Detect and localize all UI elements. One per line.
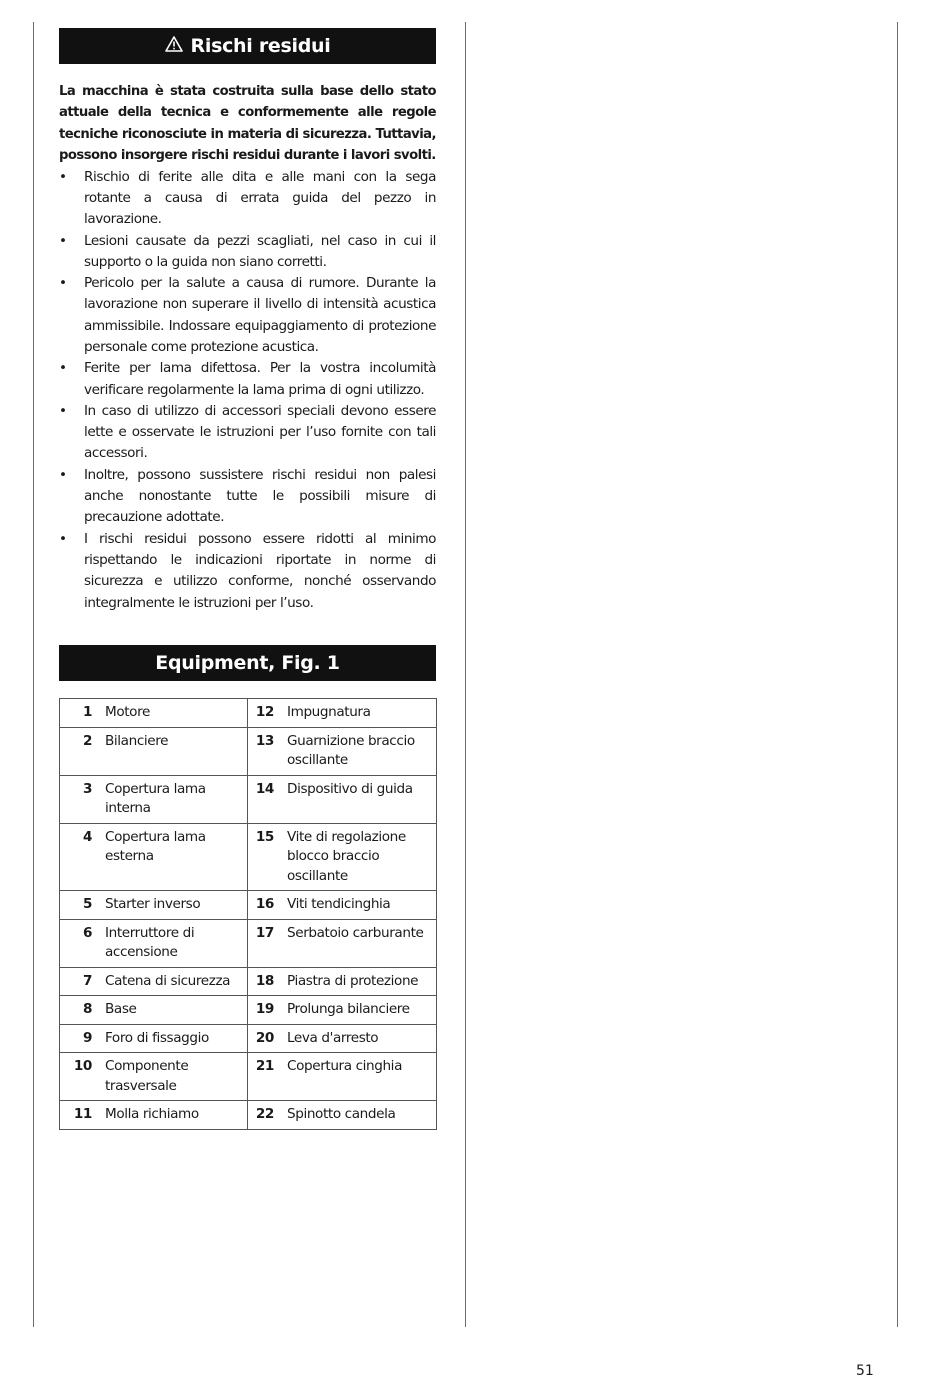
table-row — [60, 727, 437, 775]
residual-risks-header — [59, 28, 436, 64]
part-label: Base — [105, 1001, 137, 1017]
part-label: Viti tendicinghia — [287, 896, 391, 912]
part-number: 6 — [82, 924, 92, 941]
part-number: 17 — [255, 924, 274, 941]
part-number: 21 — [255, 1058, 274, 1074]
table-row — [60, 919, 437, 967]
equipment-title: Equipment, Fig. 1 — [155, 652, 340, 674]
bullet-icon: • — [59, 466, 67, 483]
table-cell — [248, 996, 437, 1025]
table-cell — [60, 1053, 248, 1101]
list-item — [59, 401, 436, 465]
table-cell — [248, 823, 437, 891]
bullet-icon: • — [59, 275, 67, 292]
part-label: Vite di regolazione blocco braccio oscillante — [287, 828, 406, 884]
list-item — [59, 529, 436, 614]
list-item-text: Rischio di ferite alle dita e alle mani con la sega rotante a causa di errata guida del pezzo in lavorazione. — [84, 168, 436, 228]
equipment-section — [59, 645, 436, 1130]
bullet-icon: • — [59, 232, 67, 249]
part-label: Impugnatura — [287, 704, 371, 720]
part-label: Molla richiamo — [105, 1106, 199, 1122]
part-label: Interruttore di accensione — [105, 924, 195, 960]
table-cell — [248, 967, 437, 996]
part-label: Copertura cinghia — [287, 1058, 402, 1074]
part-number: 20 — [255, 1029, 274, 1046]
part-label: Piastra di protezione — [287, 972, 419, 989]
part-label: Motore — [105, 704, 150, 720]
list-item — [59, 273, 436, 358]
part-label: Guarnizione braccio oscillante — [287, 732, 415, 768]
center-column-rule — [465, 22, 466, 1327]
part-label: Leva d'arresto — [287, 1029, 379, 1046]
part-number: 16 — [255, 896, 274, 912]
table-cell — [60, 996, 248, 1025]
part-number: 5 — [82, 896, 92, 912]
residual-risks-title: Rischi residui — [190, 35, 331, 57]
part-number: 8 — [82, 1001, 92, 1017]
table-cell — [60, 967, 248, 996]
table-row — [60, 1024, 437, 1053]
table-cell — [248, 1053, 437, 1101]
part-number: 2 — [82, 732, 92, 749]
table-cell — [248, 891, 437, 920]
bullet-icon: • — [59, 402, 67, 419]
list-item — [59, 231, 436, 274]
part-label: Copertura lama interna — [105, 780, 206, 816]
list-item-text: Inoltre, possono sussistere rischi residui non palesi anche nonostante tutte le possibili misure di precauzione adottate. — [84, 466, 436, 526]
part-number: 18 — [255, 972, 274, 989]
table-row — [60, 823, 437, 891]
table-cell — [60, 919, 248, 967]
part-number: 13 — [255, 732, 274, 749]
table-row — [60, 775, 437, 823]
residual-risks-list — [59, 167, 436, 614]
part-number: 7 — [82, 972, 92, 989]
table-cell — [60, 727, 248, 775]
part-number: 3 — [82, 780, 92, 797]
list-item — [59, 465, 436, 529]
list-item-text: Pericolo per la salute a causa di rumore. Durante la lavorazione non superare il livello di intensità acustica ammissibile. Indossare equipaggiamento di protezione personale come protezione acustica. — [84, 275, 436, 355]
part-label: Foro di fissaggio — [105, 1029, 209, 1046]
part-label: Componente trasversale — [105, 1058, 189, 1094]
part-number: 9 — [82, 1029, 92, 1046]
part-number: 10 — [73, 1058, 92, 1074]
table-row — [60, 967, 437, 996]
table-cell — [248, 775, 437, 823]
table-row — [60, 891, 437, 920]
part-label: Dispositivo di guida — [287, 780, 413, 797]
part-label: Starter inverso — [105, 896, 201, 912]
list-item — [59, 358, 436, 401]
part-number: 15 — [255, 828, 274, 845]
bullet-icon: • — [59, 168, 67, 185]
table-cell — [248, 1024, 437, 1053]
table-cell — [248, 699, 437, 728]
table-cell — [60, 1101, 248, 1130]
table-cell — [248, 1101, 437, 1130]
equipment-header — [59, 645, 436, 681]
part-number: 12 — [255, 704, 274, 720]
table-cell — [60, 775, 248, 823]
equipment-parts-table — [59, 698, 437, 1130]
part-number: 22 — [255, 1106, 274, 1122]
bullet-icon: • — [59, 530, 67, 547]
table-row — [60, 1053, 437, 1101]
table-cell — [60, 1024, 248, 1053]
table-cell — [60, 823, 248, 891]
part-number: 14 — [255, 780, 274, 797]
part-label: Bilanciere — [105, 732, 169, 749]
left-margin-rule — [33, 22, 34, 1327]
residual-risks-intro: La macchina è stata costruita sulla base dello stato attuale della tecnica e conformemente alle regole tecniche riconosciute in materia di sicurezza. Tuttavia, possono insorgere rischi residui durante i lavori svolti. — [59, 84, 436, 164]
warning-triangle-icon — [165, 36, 183, 57]
table-cell — [60, 891, 248, 920]
table-row — [60, 699, 437, 728]
part-label: Prolunga bilanciere — [287, 1001, 410, 1017]
page-number: 51 — [856, 1363, 874, 1379]
list-item-text: I rischi residui possono essere ridotti al minimo rispettando le indicazioni riportate in norme di sicurezza e utilizzo conforme, nonché osservando integralmente le istruzioni per l’uso. — [84, 530, 436, 611]
list-item-text: Lesioni causate da pezzi scagliati, nel caso in cui il supporto o la guida non siano corretti. — [84, 232, 436, 270]
residual-risks-section — [59, 28, 436, 614]
part-number: 11 — [73, 1106, 92, 1122]
part-number: 19 — [255, 1001, 274, 1017]
part-label: Spinotto candela — [287, 1106, 396, 1122]
table-cell — [248, 727, 437, 775]
part-label: Serbatoio carburante — [287, 924, 424, 941]
bullet-icon: • — [59, 360, 67, 377]
table-cell — [248, 919, 437, 967]
right-margin-rule — [897, 22, 898, 1327]
table-cell — [60, 699, 248, 728]
part-label: Copertura lama esterna — [105, 828, 206, 864]
list-item-text: In caso di utilizzo di accessori speciali devono essere lette e osservate le istruzioni per l’uso fornite con tali accessori. — [84, 402, 436, 462]
part-label: Catena di sicurezza — [105, 972, 231, 989]
part-number: 1 — [82, 704, 92, 720]
table-row — [60, 996, 437, 1025]
list-item-text: Ferite per lama difettosa. Per la vostra incolumità verificare regolarmente la lama prima di ogni utilizzo. — [84, 360, 436, 398]
list-item — [59, 167, 436, 231]
part-number: 4 — [82, 828, 92, 845]
table-row — [60, 1101, 437, 1130]
